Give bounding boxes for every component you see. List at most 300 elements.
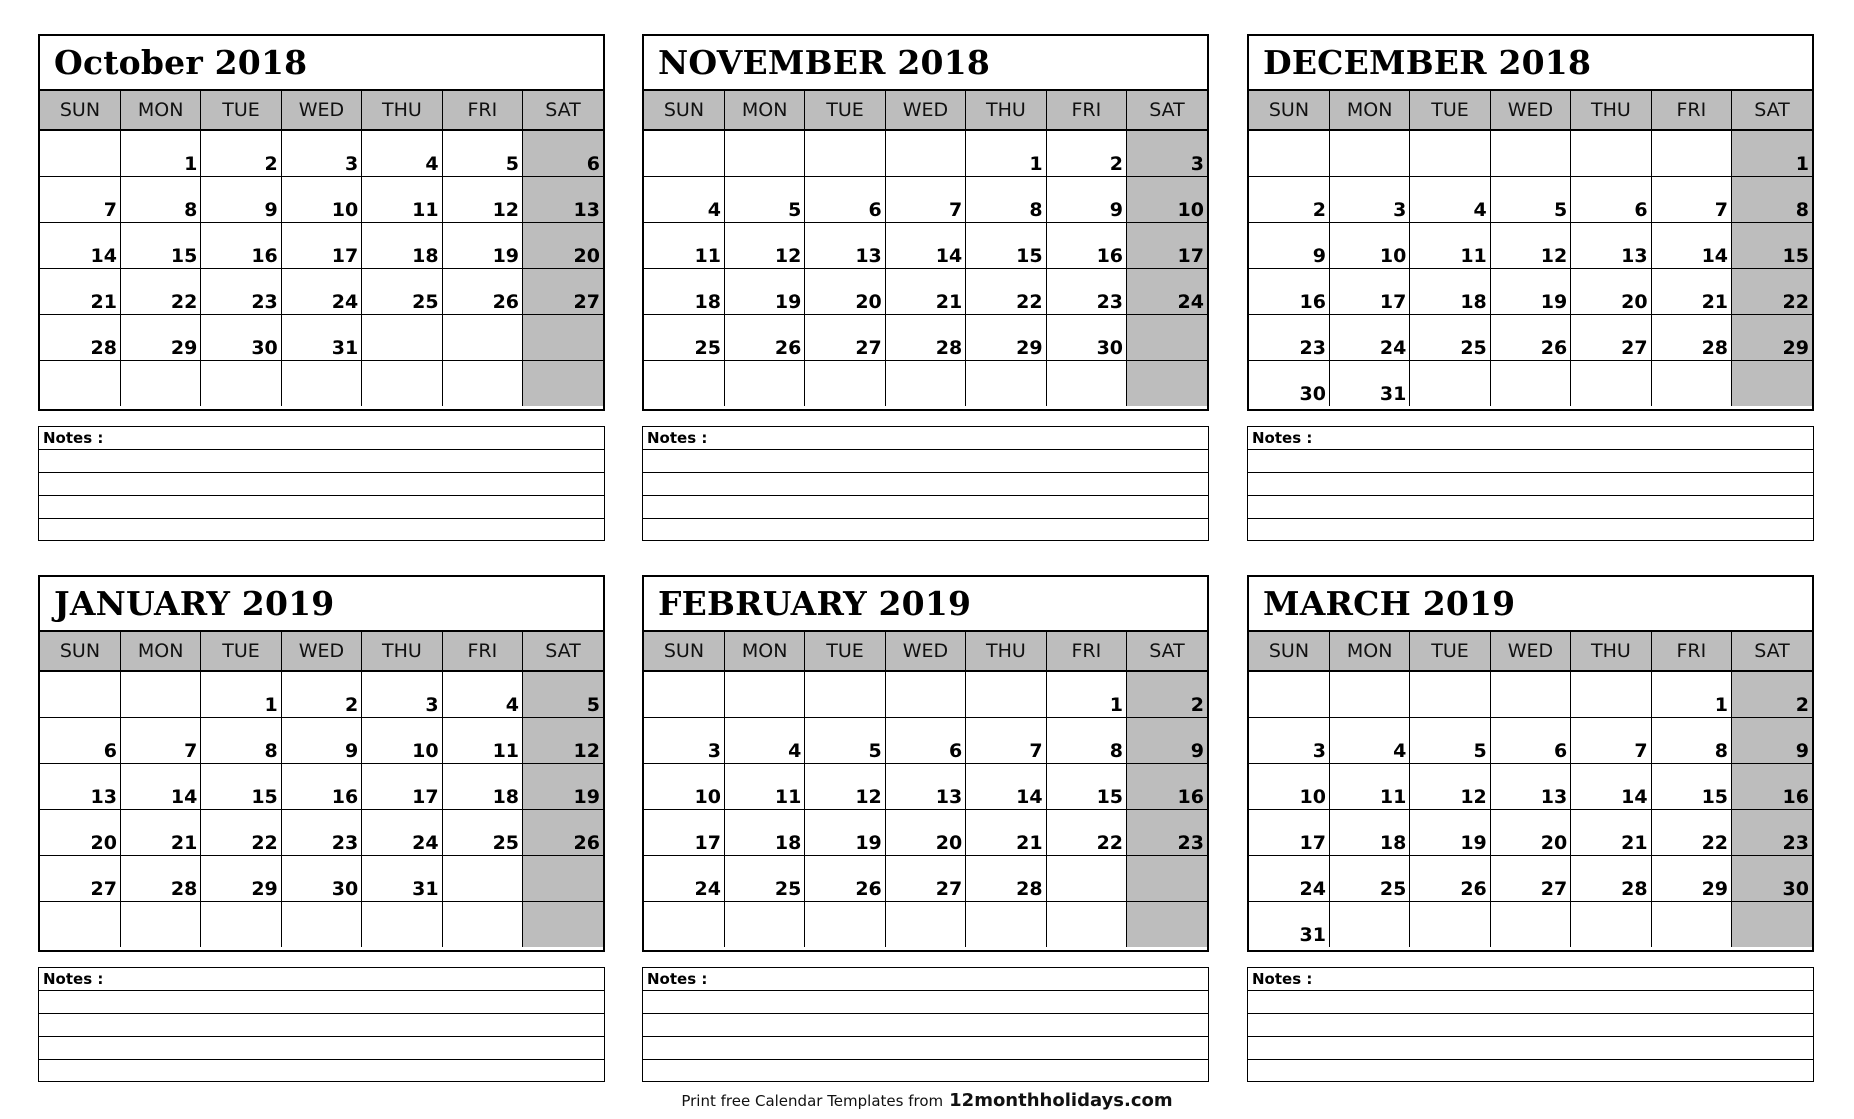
day-cell: 8 bbox=[1732, 176, 1812, 222]
day-cell: 7 bbox=[966, 717, 1046, 763]
day-cell: 10 bbox=[1329, 222, 1409, 268]
month-grid bbox=[644, 632, 1207, 947]
day-cell: 10 bbox=[644, 763, 724, 809]
day-cell: 23 bbox=[1249, 314, 1329, 360]
day-cell: 14 bbox=[966, 763, 1046, 809]
day-cell: 18 bbox=[1329, 809, 1409, 855]
day-cell: 7 bbox=[885, 176, 965, 222]
day-cell bbox=[644, 901, 724, 947]
weekday-header: SUN bbox=[1249, 632, 1329, 671]
day-cell bbox=[120, 901, 200, 947]
week-row bbox=[40, 809, 603, 855]
day-cell bbox=[442, 360, 522, 406]
weekday-header: WED bbox=[281, 632, 361, 671]
day-cell: 19 bbox=[1410, 809, 1490, 855]
day-cell: 20 bbox=[885, 809, 965, 855]
day-cell: 15 bbox=[1732, 222, 1812, 268]
day-cell: 19 bbox=[523, 763, 603, 809]
day-cell: 16 bbox=[201, 222, 281, 268]
weekday-header: SUN bbox=[644, 91, 724, 130]
day-cell: 1 bbox=[1046, 671, 1126, 717]
day-cell: 6 bbox=[1571, 176, 1651, 222]
day-cell bbox=[281, 360, 361, 406]
weekday-header: FRI bbox=[1651, 632, 1731, 671]
day-cell: 10 bbox=[281, 176, 361, 222]
day-cell: 14 bbox=[1651, 222, 1731, 268]
notes-box[interactable] bbox=[1247, 967, 1814, 1082]
weekday-header: SAT bbox=[523, 632, 603, 671]
day-cell bbox=[1127, 901, 1207, 947]
weekday-header: FRI bbox=[442, 91, 522, 130]
day-cell: 31 bbox=[1329, 360, 1409, 406]
day-cell: 23 bbox=[201, 268, 281, 314]
week-row bbox=[40, 855, 603, 901]
weekday-header: THU bbox=[966, 632, 1046, 671]
day-cell: 15 bbox=[201, 763, 281, 809]
day-cell: 20 bbox=[40, 809, 120, 855]
day-cell: 22 bbox=[966, 268, 1046, 314]
day-cell: 30 bbox=[281, 855, 361, 901]
day-cell: 15 bbox=[1046, 763, 1126, 809]
day-cell: 11 bbox=[362, 176, 442, 222]
day-cell: 16 bbox=[281, 763, 361, 809]
day-cell: 11 bbox=[1410, 222, 1490, 268]
week-row bbox=[644, 222, 1207, 268]
month-calendar bbox=[1247, 34, 1814, 411]
week-row bbox=[644, 671, 1207, 717]
day-cell bbox=[1046, 855, 1126, 901]
day-cell: 13 bbox=[523, 176, 603, 222]
day-cell: 10 bbox=[362, 717, 442, 763]
weekday-header: TUE bbox=[201, 91, 281, 130]
day-cell: 26 bbox=[442, 268, 522, 314]
day-cell: 28 bbox=[120, 855, 200, 901]
week-row bbox=[1249, 176, 1812, 222]
month-title: NOVEMBER 2018 bbox=[644, 36, 1207, 91]
day-cell bbox=[1571, 360, 1651, 406]
day-cell: 13 bbox=[1490, 763, 1570, 809]
notes-line bbox=[1248, 519, 1813, 542]
day-cell: 15 bbox=[966, 222, 1046, 268]
day-cell: 11 bbox=[1329, 763, 1409, 809]
month-grid bbox=[40, 91, 603, 406]
notes-line bbox=[39, 519, 604, 542]
day-cell: 15 bbox=[120, 222, 200, 268]
day-cell bbox=[805, 130, 885, 176]
day-cell: 8 bbox=[1046, 717, 1126, 763]
day-cell: 18 bbox=[724, 809, 804, 855]
day-cell bbox=[120, 671, 200, 717]
day-cell: 20 bbox=[1490, 809, 1570, 855]
day-cell: 29 bbox=[201, 855, 281, 901]
day-cell: 28 bbox=[966, 855, 1046, 901]
week-row bbox=[1249, 809, 1812, 855]
day-cell: 19 bbox=[1490, 268, 1570, 314]
day-cell bbox=[120, 360, 200, 406]
weekday-header: WED bbox=[885, 632, 965, 671]
day-cell bbox=[644, 671, 724, 717]
day-cell: 30 bbox=[1046, 314, 1126, 360]
day-cell: 23 bbox=[1127, 809, 1207, 855]
day-cell bbox=[966, 901, 1046, 947]
weekday-header: SUN bbox=[40, 632, 120, 671]
week-row bbox=[1249, 763, 1812, 809]
week-row bbox=[644, 809, 1207, 855]
day-cell bbox=[201, 360, 281, 406]
day-cell: 23 bbox=[1046, 268, 1126, 314]
day-cell: 16 bbox=[1127, 763, 1207, 809]
day-cell: 29 bbox=[120, 314, 200, 360]
day-cell bbox=[1046, 901, 1126, 947]
day-cell: 4 bbox=[1329, 717, 1409, 763]
day-cell: 17 bbox=[1329, 268, 1409, 314]
month-grid bbox=[644, 91, 1207, 406]
day-cell: 16 bbox=[1249, 268, 1329, 314]
day-cell: 19 bbox=[805, 809, 885, 855]
day-cell: 4 bbox=[442, 671, 522, 717]
day-cell bbox=[1249, 671, 1329, 717]
day-cell: 3 bbox=[644, 717, 724, 763]
notes-line bbox=[1248, 1014, 1813, 1037]
week-row bbox=[644, 855, 1207, 901]
day-cell: 25 bbox=[442, 809, 522, 855]
day-cell bbox=[1732, 360, 1812, 406]
day-cell: 26 bbox=[1410, 855, 1490, 901]
day-cell: 5 bbox=[805, 717, 885, 763]
day-cell bbox=[805, 360, 885, 406]
day-cell: 21 bbox=[885, 268, 965, 314]
day-cell: 1 bbox=[201, 671, 281, 717]
day-cell bbox=[1249, 130, 1329, 176]
day-cell: 4 bbox=[362, 130, 442, 176]
day-cell: 14 bbox=[120, 763, 200, 809]
day-cell: 10 bbox=[1249, 763, 1329, 809]
day-cell: 26 bbox=[1490, 314, 1570, 360]
day-cell: 1 bbox=[120, 130, 200, 176]
day-cell bbox=[1651, 130, 1731, 176]
footer-site-link[interactable]: 12monthholidays.com bbox=[949, 1090, 1173, 1111]
week-row bbox=[644, 314, 1207, 360]
weekday-header: TUE bbox=[805, 632, 885, 671]
day-cell: 8 bbox=[201, 717, 281, 763]
day-cell: 27 bbox=[523, 268, 603, 314]
day-cell: 4 bbox=[644, 176, 724, 222]
weekday-header: SAT bbox=[523, 91, 603, 130]
day-cell: 13 bbox=[805, 222, 885, 268]
day-cell: 30 bbox=[1732, 855, 1812, 901]
day-cell: 12 bbox=[724, 222, 804, 268]
day-cell: 29 bbox=[966, 314, 1046, 360]
day-cell: 27 bbox=[1571, 314, 1651, 360]
day-cell: 13 bbox=[40, 763, 120, 809]
notes-line bbox=[643, 991, 1208, 1014]
notes-line bbox=[643, 496, 1208, 519]
day-cell: 28 bbox=[885, 314, 965, 360]
day-cell: 2 bbox=[201, 130, 281, 176]
day-cell: 24 bbox=[281, 268, 361, 314]
day-cell: 30 bbox=[201, 314, 281, 360]
day-cell: 21 bbox=[120, 809, 200, 855]
weekday-header: THU bbox=[966, 91, 1046, 130]
weekday-header: MON bbox=[120, 632, 200, 671]
day-cell: 8 bbox=[1651, 717, 1731, 763]
weekday-header: WED bbox=[1490, 91, 1570, 130]
day-cell: 18 bbox=[644, 268, 724, 314]
day-cell: 22 bbox=[201, 809, 281, 855]
day-cell bbox=[805, 901, 885, 947]
day-cell: 13 bbox=[1571, 222, 1651, 268]
weekday-header: SUN bbox=[1249, 91, 1329, 130]
week-row bbox=[40, 176, 603, 222]
week-row bbox=[1249, 314, 1812, 360]
day-cell: 7 bbox=[1571, 717, 1651, 763]
month-title: JANUARY 2019 bbox=[40, 577, 603, 632]
weekday-header: TUE bbox=[1410, 632, 1490, 671]
footer bbox=[0, 1090, 1854, 1111]
day-cell bbox=[1329, 130, 1409, 176]
day-cell: 16 bbox=[1732, 763, 1812, 809]
week-row bbox=[40, 901, 603, 947]
day-cell bbox=[724, 901, 804, 947]
day-cell: 9 bbox=[1732, 717, 1812, 763]
day-cell: 17 bbox=[281, 222, 361, 268]
day-cell: 21 bbox=[40, 268, 120, 314]
day-cell: 18 bbox=[1410, 268, 1490, 314]
day-cell: 8 bbox=[120, 176, 200, 222]
day-cell: 25 bbox=[362, 268, 442, 314]
weekday-header: WED bbox=[885, 91, 965, 130]
day-cell: 15 bbox=[1651, 763, 1731, 809]
notes-label: Notes : bbox=[1248, 968, 1813, 991]
notes-label: Notes : bbox=[39, 427, 604, 450]
notes-line bbox=[1248, 473, 1813, 496]
month-title: DECEMBER 2018 bbox=[1249, 36, 1812, 91]
weekday-header: SUN bbox=[644, 632, 724, 671]
notes-line bbox=[1248, 450, 1813, 473]
notes-line bbox=[39, 991, 604, 1014]
day-cell: 24 bbox=[1249, 855, 1329, 901]
day-cell: 27 bbox=[805, 314, 885, 360]
day-cell bbox=[1490, 360, 1570, 406]
weekday-header: WED bbox=[1490, 632, 1570, 671]
day-cell: 6 bbox=[523, 130, 603, 176]
day-cell bbox=[966, 360, 1046, 406]
week-row bbox=[1249, 222, 1812, 268]
day-cell: 12 bbox=[805, 763, 885, 809]
day-cell: 13 bbox=[885, 763, 965, 809]
day-cell bbox=[805, 671, 885, 717]
day-cell: 29 bbox=[1651, 855, 1731, 901]
day-cell bbox=[724, 360, 804, 406]
day-cell: 2 bbox=[1249, 176, 1329, 222]
day-cell: 23 bbox=[1732, 809, 1812, 855]
weekday-header: FRI bbox=[1046, 91, 1126, 130]
month-calendar bbox=[38, 34, 605, 411]
week-row bbox=[1249, 671, 1812, 717]
day-cell bbox=[442, 855, 522, 901]
notes-line bbox=[643, 519, 1208, 542]
day-cell: 3 bbox=[362, 671, 442, 717]
weekday-header: MON bbox=[1329, 91, 1409, 130]
notes-box[interactable] bbox=[38, 967, 605, 1082]
month-calendar bbox=[642, 34, 1209, 411]
notes-line bbox=[39, 1014, 604, 1037]
week-row bbox=[40, 222, 603, 268]
day-cell: 2 bbox=[281, 671, 361, 717]
day-cell: 9 bbox=[1046, 176, 1126, 222]
month-calendar bbox=[1247, 575, 1814, 952]
day-cell: 14 bbox=[885, 222, 965, 268]
day-cell bbox=[40, 901, 120, 947]
day-cell: 3 bbox=[1127, 130, 1207, 176]
week-row bbox=[1249, 268, 1812, 314]
weekday-header: FRI bbox=[1046, 632, 1126, 671]
week-row bbox=[1249, 360, 1812, 406]
notes-line bbox=[643, 1037, 1208, 1060]
notes-line bbox=[1248, 1060, 1813, 1083]
day-cell bbox=[966, 671, 1046, 717]
day-cell bbox=[362, 901, 442, 947]
day-cell bbox=[1651, 901, 1731, 947]
day-cell: 29 bbox=[1732, 314, 1812, 360]
notes-label: Notes : bbox=[39, 968, 604, 991]
day-cell bbox=[1046, 360, 1126, 406]
day-cell bbox=[1127, 314, 1207, 360]
day-cell bbox=[885, 901, 965, 947]
day-cell: 26 bbox=[523, 809, 603, 855]
week-row bbox=[644, 360, 1207, 406]
day-cell bbox=[1410, 360, 1490, 406]
week-row bbox=[644, 717, 1207, 763]
weekday-header: MON bbox=[724, 91, 804, 130]
day-cell: 4 bbox=[724, 717, 804, 763]
week-row bbox=[40, 268, 603, 314]
day-cell bbox=[644, 130, 724, 176]
day-cell: 22 bbox=[120, 268, 200, 314]
day-cell bbox=[1490, 130, 1570, 176]
month-grid bbox=[40, 632, 603, 947]
notes-box[interactable] bbox=[1247, 426, 1814, 541]
day-cell: 4 bbox=[1410, 176, 1490, 222]
day-cell: 17 bbox=[1127, 222, 1207, 268]
day-cell: 23 bbox=[281, 809, 361, 855]
day-cell: 17 bbox=[1249, 809, 1329, 855]
day-cell: 16 bbox=[1046, 222, 1126, 268]
day-cell: 28 bbox=[40, 314, 120, 360]
weekday-header: SAT bbox=[1732, 632, 1812, 671]
notes-line bbox=[39, 1037, 604, 1060]
day-cell: 31 bbox=[362, 855, 442, 901]
day-cell: 7 bbox=[120, 717, 200, 763]
day-cell bbox=[1410, 901, 1490, 947]
day-cell: 17 bbox=[362, 763, 442, 809]
notes-label: Notes : bbox=[643, 427, 1208, 450]
day-cell bbox=[40, 671, 120, 717]
day-cell: 18 bbox=[442, 763, 522, 809]
notes-line bbox=[643, 1014, 1208, 1037]
week-row bbox=[644, 763, 1207, 809]
weekday-header: MON bbox=[724, 632, 804, 671]
weekday-header: WED bbox=[281, 91, 361, 130]
weekday-header: MON bbox=[120, 91, 200, 130]
day-cell: 5 bbox=[724, 176, 804, 222]
day-cell: 7 bbox=[1651, 176, 1731, 222]
day-cell: 5 bbox=[1410, 717, 1490, 763]
notes-line bbox=[39, 496, 604, 519]
notes-box[interactable] bbox=[642, 967, 1209, 1082]
day-cell bbox=[1571, 130, 1651, 176]
day-cell: 28 bbox=[1571, 855, 1651, 901]
week-row bbox=[644, 130, 1207, 176]
day-cell: 8 bbox=[966, 176, 1046, 222]
day-cell: 22 bbox=[1732, 268, 1812, 314]
month-title: MARCH 2019 bbox=[1249, 577, 1812, 632]
week-row bbox=[644, 901, 1207, 947]
day-cell bbox=[1329, 901, 1409, 947]
day-cell bbox=[1490, 901, 1570, 947]
day-cell: 24 bbox=[644, 855, 724, 901]
day-cell: 20 bbox=[523, 222, 603, 268]
notes-label: Notes : bbox=[1248, 427, 1813, 450]
notes-box[interactable] bbox=[642, 426, 1209, 541]
week-row bbox=[40, 717, 603, 763]
day-cell: 3 bbox=[1249, 717, 1329, 763]
notes-line bbox=[39, 450, 604, 473]
day-cell: 22 bbox=[1046, 809, 1126, 855]
weekday-header: SAT bbox=[1127, 91, 1207, 130]
weekday-header: SAT bbox=[1127, 632, 1207, 671]
day-cell: 6 bbox=[1490, 717, 1570, 763]
notes-line bbox=[39, 473, 604, 496]
month-calendar bbox=[642, 575, 1209, 952]
day-cell: 20 bbox=[1571, 268, 1651, 314]
month-grid bbox=[1249, 91, 1812, 406]
day-cell: 14 bbox=[40, 222, 120, 268]
notes-label: Notes : bbox=[643, 968, 1208, 991]
day-cell: 21 bbox=[1571, 809, 1651, 855]
day-cell: 22 bbox=[1651, 809, 1731, 855]
month-title: FEBRUARY 2019 bbox=[644, 577, 1207, 632]
day-cell: 17 bbox=[644, 809, 724, 855]
day-cell: 26 bbox=[724, 314, 804, 360]
day-cell: 2 bbox=[1127, 671, 1207, 717]
day-cell bbox=[523, 314, 603, 360]
day-cell bbox=[1410, 130, 1490, 176]
day-cell: 9 bbox=[201, 176, 281, 222]
day-cell: 11 bbox=[442, 717, 522, 763]
month-grid bbox=[1249, 632, 1812, 947]
day-cell bbox=[40, 360, 120, 406]
day-cell: 9 bbox=[1249, 222, 1329, 268]
notes-box[interactable] bbox=[38, 426, 605, 541]
day-cell bbox=[523, 360, 603, 406]
day-cell bbox=[1490, 671, 1570, 717]
day-cell: 21 bbox=[966, 809, 1046, 855]
day-cell: 5 bbox=[523, 671, 603, 717]
day-cell: 26 bbox=[805, 855, 885, 901]
day-cell: 30 bbox=[1249, 360, 1329, 406]
footer-text: Print free Calendar Templates from bbox=[681, 1092, 944, 1110]
notes-line bbox=[643, 450, 1208, 473]
day-cell: 3 bbox=[281, 130, 361, 176]
day-cell: 5 bbox=[1490, 176, 1570, 222]
day-cell bbox=[362, 314, 442, 360]
day-cell: 27 bbox=[40, 855, 120, 901]
day-cell: 2 bbox=[1046, 130, 1126, 176]
day-cell bbox=[724, 130, 804, 176]
day-cell bbox=[442, 314, 522, 360]
weekday-header: THU bbox=[1571, 91, 1651, 130]
